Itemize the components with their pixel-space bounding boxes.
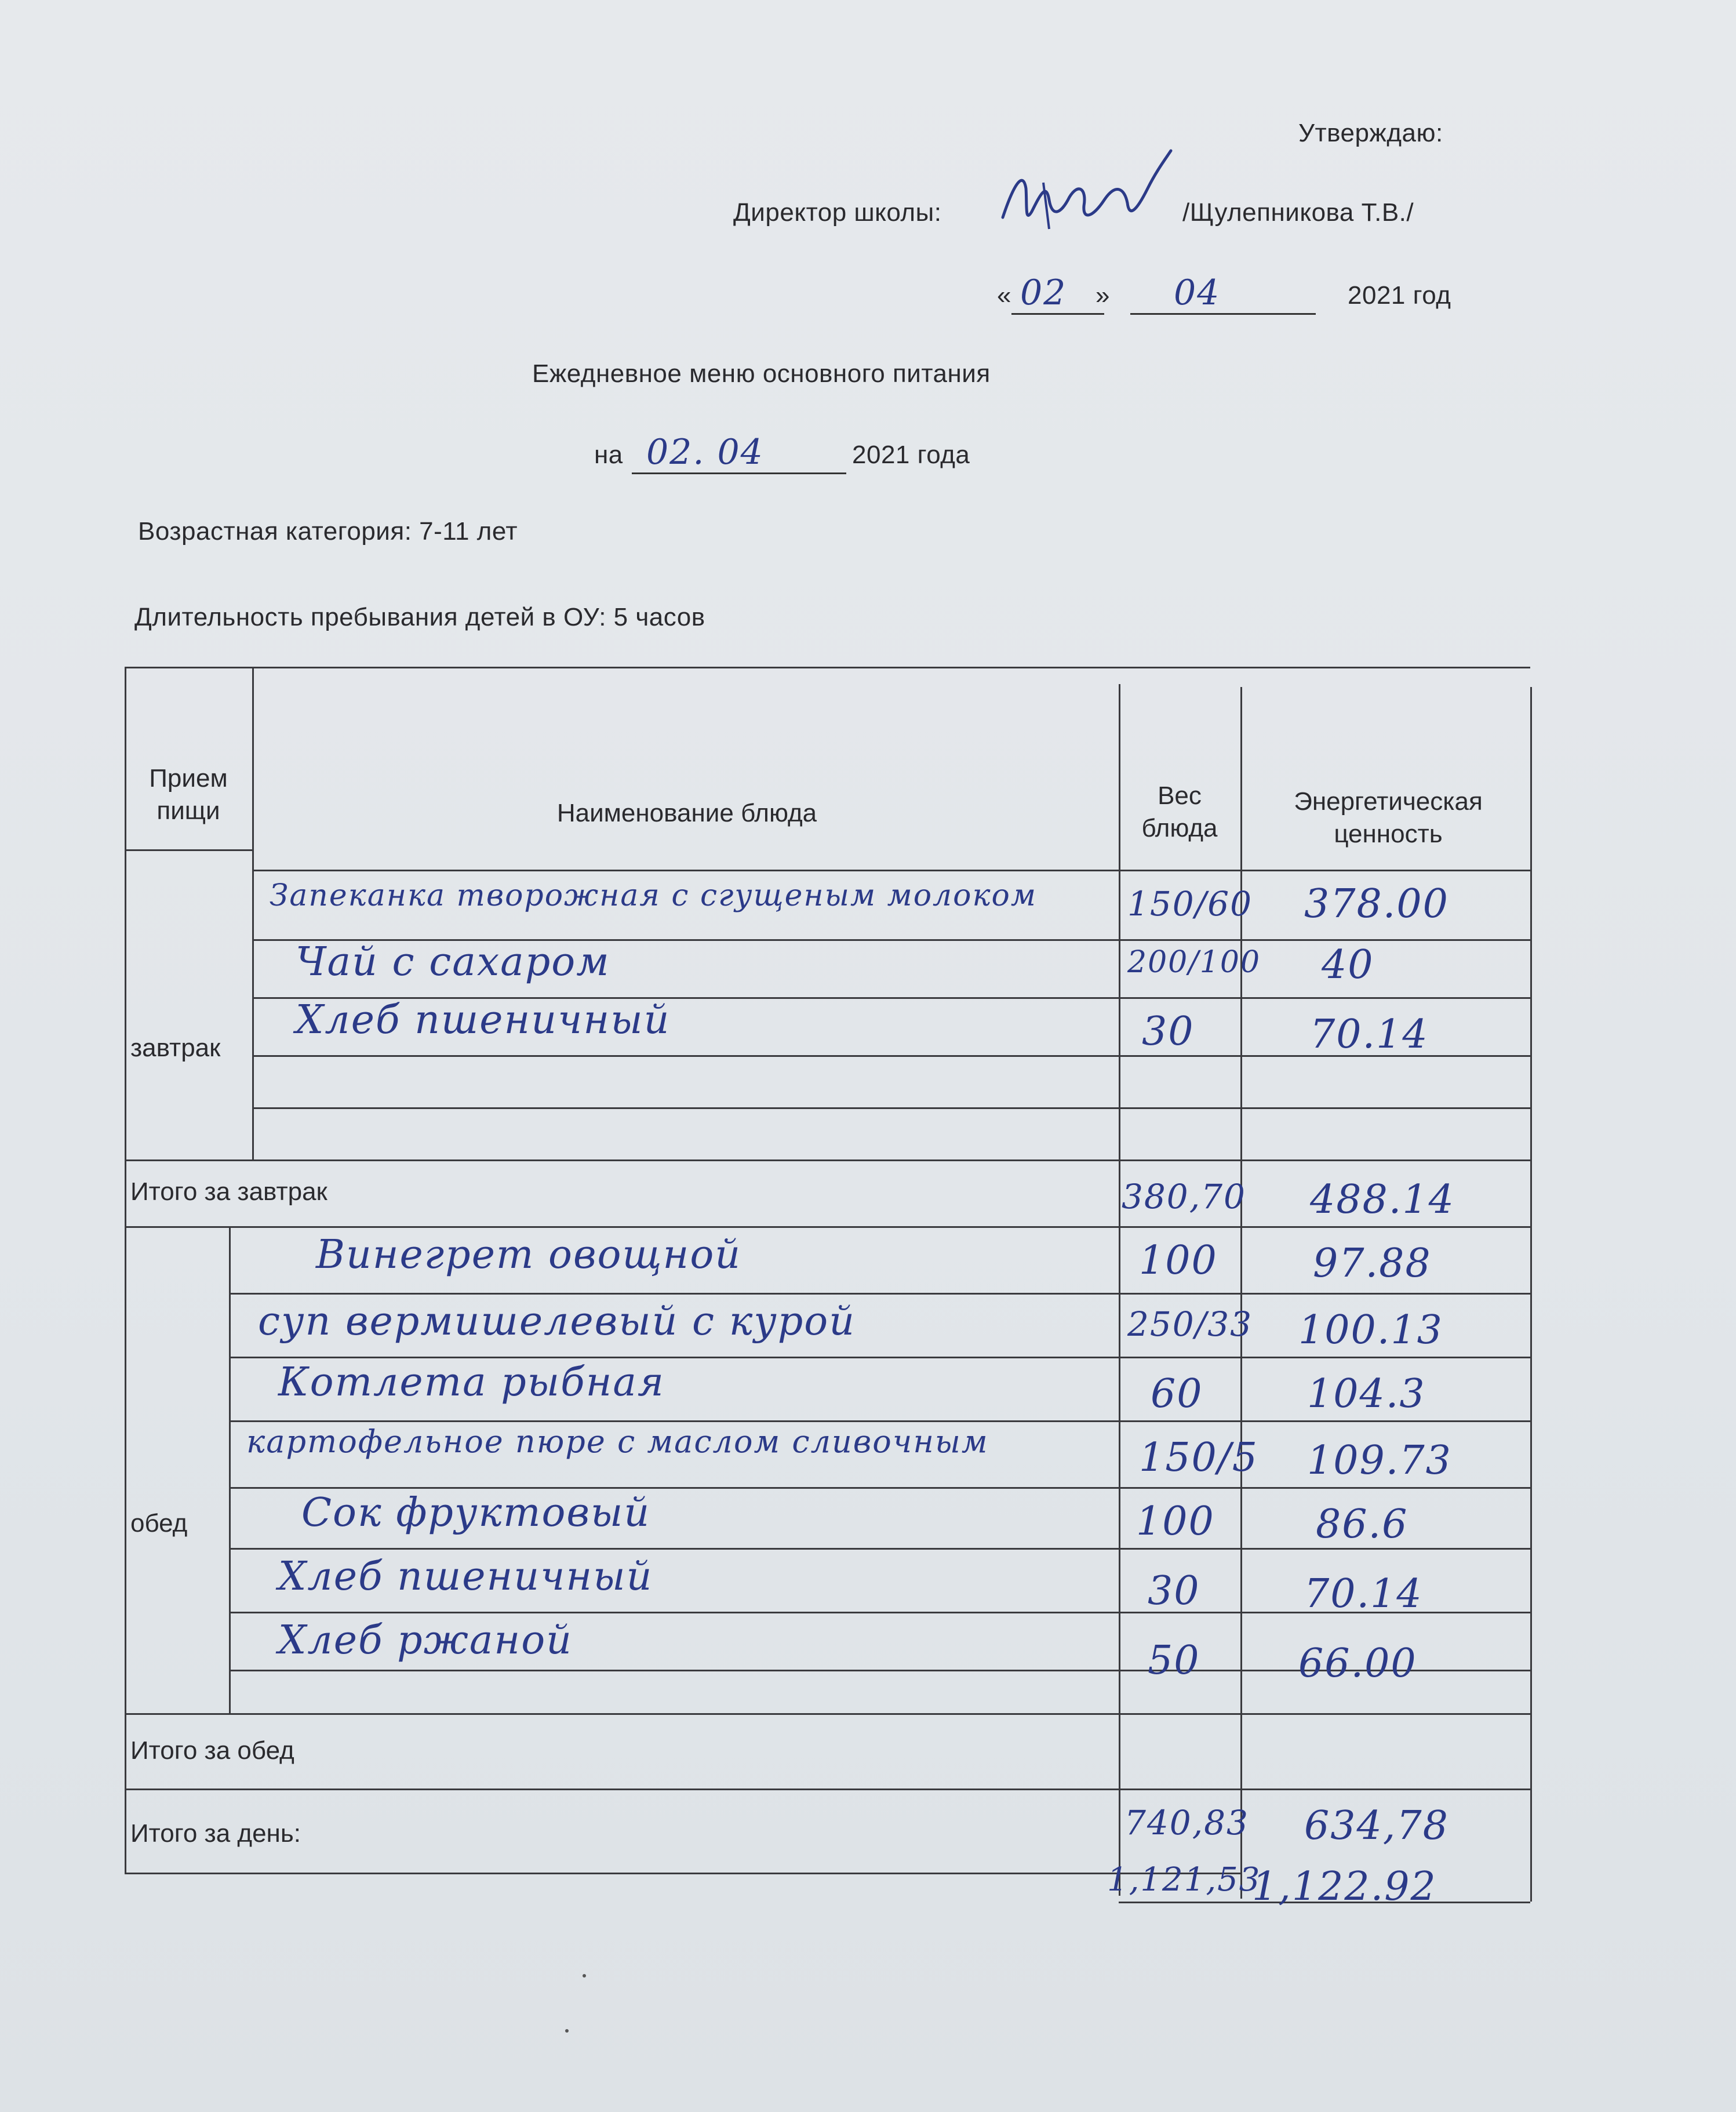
breakfast-total-weight: 380,70 [1122, 1177, 1246, 1216]
table-row-dish: Запеканка творожная с сгущеным молоком [270, 878, 1037, 913]
table-row-weight: 50 [1148, 1638, 1200, 1684]
table-row-weight: 60 [1151, 1371, 1203, 1417]
director-signature [991, 148, 1188, 246]
header-weight: Вес блюда [1141, 781, 1218, 842]
table-row-dish: Хлеб пшеничный [278, 1554, 653, 1600]
table-row-energy: 86.6 [1316, 1502, 1409, 1547]
lunch-total-energy: 634,78 [1304, 1803, 1449, 1849]
header-meal: Прием пищи [149, 764, 228, 825]
director-label: Директор школы: [733, 198, 942, 227]
table-row-energy: 66.00 [1298, 1641, 1417, 1686]
date-day: 02 [1020, 272, 1067, 313]
lunch-label: обед [130, 1509, 188, 1537]
table-row-weight: 150/60 [1127, 884, 1253, 924]
table-row-dish: картофельное пюре с маслом сливочным [246, 1423, 989, 1460]
date-month: 04 [1174, 272, 1221, 313]
table-row-energy: 70.14 [1304, 1571, 1423, 1617]
date-day-underline [1011, 313, 1104, 315]
director-name: /Щулепникова Т.В./ [1182, 198, 1414, 227]
breakfast-total-label: Итого за завтрак [130, 1177, 327, 1206]
day-total-weight: 1,121,53 [1107, 1861, 1261, 1899]
day-total-energy: 1,122.92 [1252, 1864, 1437, 1910]
table-row-weight: 150/5 [1139, 1435, 1258, 1481]
table-row-energy: 70.14 [1310, 1012, 1429, 1057]
on-date-underline [632, 472, 846, 474]
document-title: Ежедневное меню основного питания [532, 359, 991, 388]
date-quote-open: « [997, 281, 1011, 310]
on-year: 2021 года [852, 441, 970, 469]
breakfast-label: завтрак [130, 1034, 221, 1062]
age-category: Возрастная категория: 7-11 лет [138, 517, 518, 546]
table-row-dish: Сок фруктовый [301, 1490, 651, 1536]
table-row-weight: 100 [1136, 1499, 1215, 1544]
table-row-energy: 109.73 [1307, 1438, 1452, 1484]
table-row-dish: Котлета рыбная [278, 1359, 665, 1405]
header-energy: Энергетическая ценность [1294, 787, 1483, 848]
header-dish: Наименование блюда [556, 799, 817, 827]
lunch-total-weight: 740,83 [1124, 1803, 1249, 1842]
table-row-weight: 250/33 [1127, 1304, 1253, 1344]
breakfast-total-energy: 488.14 [1310, 1177, 1455, 1223]
table-row-energy: 40 [1322, 942, 1374, 988]
approve-label: Утверждаю: [1298, 119, 1443, 147]
date-quote-close: » [1096, 281, 1110, 310]
table-row-dish: Чай с сахаром [296, 939, 610, 985]
table-row-energy: 104.3 [1307, 1371, 1426, 1417]
table-row-dish: суп вермишелевый с курой [258, 1299, 856, 1344]
date-month-underline [1130, 313, 1316, 315]
on-date: 02. 04 [646, 432, 764, 472]
table-row-energy: 97.88 [1313, 1241, 1432, 1286]
table-row-weight: 100 [1139, 1238, 1218, 1284]
table-row-dish: Хлеб пшеничный [296, 997, 671, 1043]
table-row-weight: 30 [1148, 1568, 1200, 1614]
table-row-energy: 100.13 [1298, 1307, 1443, 1353]
menu-table [116, 667, 1542, 1931]
on-label: на [594, 441, 623, 469]
table-row-weight: 30 [1142, 1009, 1195, 1055]
stay-duration: Длительность пребывания детей в ОУ: 5 часов [134, 603, 705, 631]
paper-speck [565, 2029, 569, 2033]
table-row-energy: 378.00 [1304, 881, 1449, 927]
table-row-dish: Винегрет овощной [316, 1232, 742, 1278]
day-total-label: Итого за день: [130, 1819, 301, 1848]
paper-speck [583, 1974, 586, 1977]
date-year: 2021 год [1348, 281, 1451, 310]
table-row-weight: 200/100 [1127, 945, 1261, 980]
lunch-total-label: Итого за обед [130, 1736, 294, 1765]
table-row-dish: Хлеб ржаной [278, 1617, 573, 1663]
